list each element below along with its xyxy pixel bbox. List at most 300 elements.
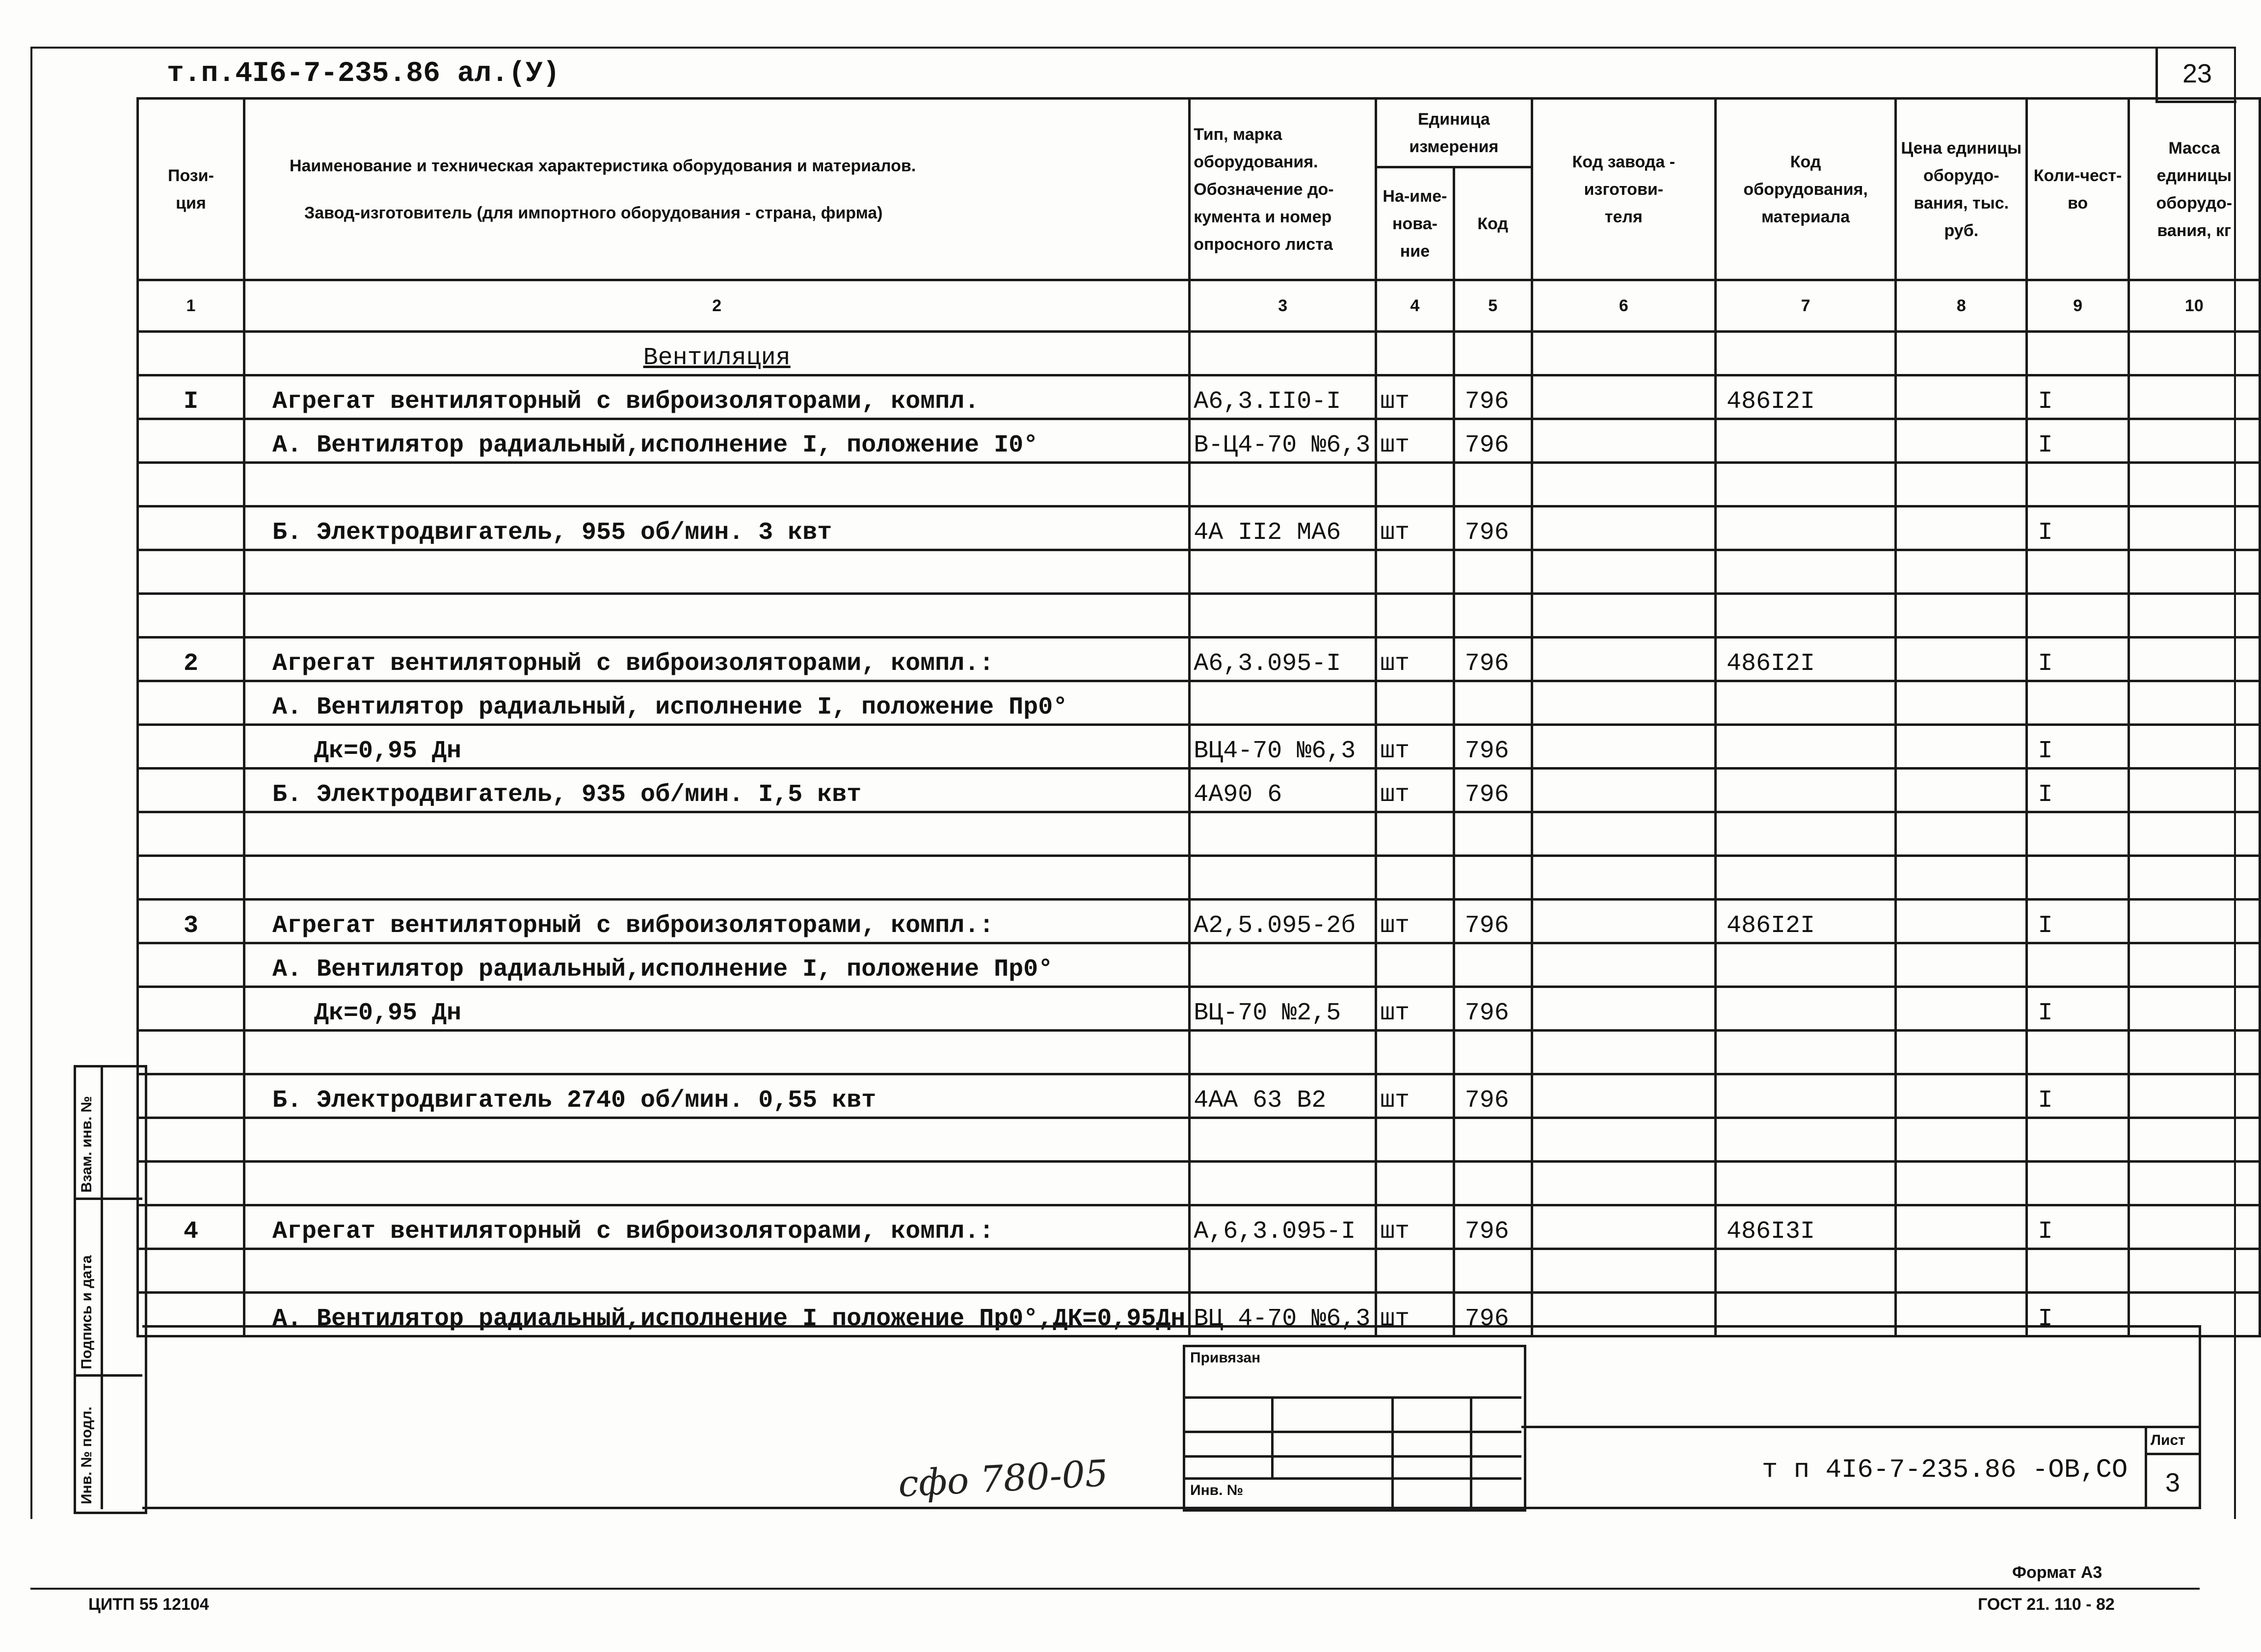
table-row	[138, 1074, 2260, 1118]
cell-mass	[2128, 375, 2260, 419]
cell-mass	[2128, 900, 2260, 943]
cell-type: ВЦ 4-70 №6,3	[1190, 1293, 1376, 1336]
cell-quantity	[2027, 1118, 2128, 1162]
cell-equipment-code	[1715, 943, 1895, 987]
cell-position	[138, 943, 244, 987]
table-row	[138, 769, 2260, 812]
cell-price	[1896, 506, 2027, 550]
cell-position	[138, 987, 244, 1031]
cell-equipment-code	[1715, 812, 1895, 856]
cell-unit-code	[1454, 812, 1532, 856]
cell-quantity: I	[2027, 769, 2128, 812]
cell-name: Агрегат вентиляторный с виброизоляторами, компл.:	[244, 638, 1189, 681]
table-row	[138, 1162, 2260, 1205]
cell-unit-name: шт	[1376, 506, 1454, 550]
cell-name	[244, 812, 1189, 856]
cell-type: В-Ц4-70 №6,3	[1190, 419, 1376, 463]
cell-plant-code	[1532, 638, 1715, 681]
cell-unit-code	[1454, 856, 1532, 900]
cell-equipment-code: 486I2I	[1715, 375, 1895, 419]
cell-mass	[2128, 594, 2260, 638]
cell-unit-name: шт	[1376, 987, 1454, 1031]
cell-quantity	[2027, 812, 2128, 856]
cell-unit-code: 796	[1454, 987, 1532, 1031]
cell-unit-name: шт	[1376, 1205, 1454, 1249]
header-unit-code: Код	[1454, 167, 1532, 280]
cell-plant-code	[1532, 812, 1715, 856]
drawing-code: т.п.4I6-7-235.86 ал.(У)	[167, 58, 560, 90]
cell-price	[1896, 725, 2027, 769]
cell-plant-code	[1532, 594, 1715, 638]
cell-type	[1190, 594, 1376, 638]
cell-quantity	[2027, 1162, 2128, 1205]
cell-unit-code: 796	[1454, 375, 1532, 419]
cell-plant-code	[1532, 419, 1715, 463]
cell-position: 3	[138, 900, 244, 943]
cell-equipment-code	[1715, 1162, 1895, 1205]
cell-position	[138, 1293, 244, 1336]
cell-position: 2	[138, 638, 244, 681]
cell-type	[1190, 550, 1376, 594]
table-row	[138, 506, 2260, 550]
cell-equipment-code	[1715, 506, 1895, 550]
cell-plant-code	[1532, 1205, 1715, 1249]
cell-equipment-code	[1715, 856, 1895, 900]
cell-type: 4А II2 МА6	[1190, 506, 1376, 550]
cell-position	[138, 1249, 244, 1293]
attached-grid-line	[1470, 1396, 1472, 1507]
column-number: 2	[244, 280, 1189, 332]
cell-equipment-code	[1715, 463, 1895, 506]
frame-left-line	[30, 47, 32, 1519]
cell-quantity: I	[2027, 987, 2128, 1031]
column-number: 5	[1454, 280, 1532, 332]
cell-unit-code	[1454, 681, 1532, 725]
table-row	[138, 725, 2260, 769]
cell-position	[138, 1031, 244, 1074]
cell-plant-code	[1532, 1293, 1715, 1336]
cell-plant-code	[1532, 1031, 1715, 1074]
cell-position	[138, 812, 244, 856]
header-unit-name: На-име-нова-ние	[1376, 167, 1454, 280]
cell-name: Агрегат вентиляторный с виброизоляторами, компл.:	[244, 1205, 1189, 1249]
cell-name	[244, 1249, 1189, 1293]
cell-quantity: I	[2027, 1205, 2128, 1249]
cell-price	[1896, 550, 2027, 594]
cell-type	[1190, 681, 1376, 725]
sheet-box-line	[2145, 1426, 2147, 1509]
cell-quantity	[2027, 463, 2128, 506]
cell-unit-code	[1454, 1031, 1532, 1074]
cell-mass	[2128, 1118, 2260, 1162]
table-row	[138, 943, 2260, 987]
cell-type	[1190, 332, 1376, 375]
header-mass: Масса единицы оборудо-вания, кг	[2128, 99, 2260, 280]
cell-equipment-code	[1715, 419, 1895, 463]
cell-type	[1190, 856, 1376, 900]
cell-plant-code	[1532, 725, 1715, 769]
cell-equipment-code	[1715, 332, 1895, 375]
cell-type: 4А90 6	[1190, 769, 1376, 812]
column-number: 4	[1376, 280, 1454, 332]
cell-name: Б. Электродвигатель, 935 об/мин. I,5 квт	[244, 769, 1189, 812]
cell-type: ВЦ-70 №2,5	[1190, 987, 1376, 1031]
cell-quantity: I	[2027, 375, 2128, 419]
column-number-row	[138, 280, 2260, 332]
format-label: Формат А3	[2012, 1563, 2102, 1582]
side-stamp-divider	[74, 1374, 142, 1377]
table-row	[138, 1293, 2260, 1336]
cell-unit-name	[1376, 943, 1454, 987]
cell-position	[138, 594, 244, 638]
header-name-line-2: Завод-изготовитель (для импортного оборудования - страна, фирма)	[304, 203, 883, 222]
cell-plant-code	[1532, 900, 1715, 943]
sheet-label: Лист	[2151, 1432, 2185, 1448]
standard-label: ГОСТ 21. 110 - 82	[1978, 1595, 2115, 1614]
cell-position	[138, 681, 244, 725]
cell-quantity	[2027, 943, 2128, 987]
cell-unit-code	[1454, 1162, 1532, 1205]
cell-type: 4АА 63 В2	[1190, 1074, 1376, 1118]
cell-quantity	[2027, 594, 2128, 638]
footer-line	[30, 1588, 2200, 1590]
cell-quantity	[2027, 550, 2128, 594]
cell-plant-code	[1532, 681, 1715, 725]
cell-mass	[2128, 856, 2260, 900]
stamp-original-inv: Инв. № подл.	[79, 1406, 95, 1504]
handwritten-note: сфо 780-05	[897, 1452, 1109, 1506]
cell-equipment-code	[1715, 987, 1895, 1031]
cell-type	[1190, 943, 1376, 987]
cell-price	[1896, 463, 2027, 506]
table-row	[138, 987, 2260, 1031]
cell-mass	[2128, 638, 2260, 681]
cell-name	[244, 594, 1189, 638]
cell-type	[1190, 1118, 1376, 1162]
spec-table-body	[138, 332, 2260, 1336]
cell-unit-name	[1376, 594, 1454, 638]
table-row	[138, 594, 2260, 638]
cell-unit-code	[1454, 1118, 1532, 1162]
side-stamp-divider	[74, 1198, 142, 1200]
cell-quantity: I	[2027, 506, 2128, 550]
frame-top-line	[30, 47, 2234, 49]
cell-equipment-code: 486I3I	[1715, 1205, 1895, 1249]
cell-unit-name: шт	[1376, 375, 1454, 419]
sheet-number-top: 23	[2155, 47, 2236, 103]
cell-plant-code	[1532, 769, 1715, 812]
cell-name	[244, 1031, 1189, 1074]
cell-equipment-code	[1715, 1293, 1895, 1336]
cell-quantity: I	[2027, 725, 2128, 769]
table-row	[138, 375, 2260, 419]
cell-quantity	[2027, 1031, 2128, 1074]
cell-price	[1896, 1074, 2027, 1118]
cell-unit-name	[1376, 856, 1454, 900]
header-quantity: Коли-чест-во	[2027, 99, 2128, 280]
title-area-right-line	[2199, 1325, 2201, 1509]
cell-quantity: I	[2027, 900, 2128, 943]
cell-name: Дк=0,95 Дн	[244, 987, 1189, 1031]
cell-unit-name	[1376, 1162, 1454, 1205]
table-row	[138, 856, 2260, 900]
cell-mass	[2128, 332, 2260, 375]
attached-grid-line	[1271, 1396, 1274, 1480]
table-row	[138, 1031, 2260, 1074]
cell-quantity	[2027, 1249, 2128, 1293]
cell-equipment-code	[1715, 1031, 1895, 1074]
cell-mass	[2128, 1162, 2260, 1205]
equipment-spec-table	[136, 97, 2261, 1337]
cell-type: А6,3.095-I	[1190, 638, 1376, 681]
cell-unit-name	[1376, 1031, 1454, 1074]
cell-name: Б. Электродвигатель, 955 об/мин. 3 квт	[244, 506, 1189, 550]
cell-position	[138, 419, 244, 463]
table-row	[138, 681, 2260, 725]
cell-price	[1896, 769, 2027, 812]
cell-unit-code	[1454, 1249, 1532, 1293]
cell-plant-code	[1532, 550, 1715, 594]
cell-unit-code: 796	[1454, 638, 1532, 681]
cell-mass	[2128, 943, 2260, 987]
cell-unit-code: 796	[1454, 1074, 1532, 1118]
cell-name: А. Вентилятор радиальный, исполнение I, положение Пр0°	[244, 681, 1189, 725]
cell-equipment-code	[1715, 725, 1895, 769]
cell-price	[1896, 1249, 2027, 1293]
cell-equipment-code	[1715, 1074, 1895, 1118]
column-number: 6	[1532, 280, 1715, 332]
cell-unit-code: 796	[1454, 1293, 1532, 1336]
header-unit-group: Единица измерения	[1376, 99, 1532, 167]
cell-type	[1190, 812, 1376, 856]
cell-type	[1190, 1162, 1376, 1205]
cell-price	[1896, 1118, 2027, 1162]
cell-unit-code: 796	[1454, 1205, 1532, 1249]
table-row	[138, 900, 2260, 943]
cell-unit-code: 796	[1454, 725, 1532, 769]
table-row	[138, 638, 2260, 681]
cell-mass	[2128, 812, 2260, 856]
cell-unit-name: шт	[1376, 900, 1454, 943]
cell-unit-name	[1376, 550, 1454, 594]
cell-unit-name	[1376, 681, 1454, 725]
cell-plant-code	[1532, 943, 1715, 987]
cell-name	[244, 463, 1189, 506]
attached-label: Привязан	[1190, 1350, 1261, 1366]
cell-position	[138, 856, 244, 900]
cell-type: ВЦ4-70 №6,3	[1190, 725, 1376, 769]
cell-position	[138, 769, 244, 812]
cell-mass	[2128, 1293, 2260, 1336]
cell-plant-code	[1532, 1162, 1715, 1205]
cell-equipment-code	[1715, 594, 1895, 638]
stamp-signature-date: Подпись и дата	[79, 1255, 95, 1369]
column-number: 7	[1715, 280, 1895, 332]
cell-mass	[2128, 506, 2260, 550]
cell-price	[1896, 900, 2027, 943]
cell-price	[1896, 1205, 2027, 1249]
cell-unit-name	[1376, 812, 1454, 856]
cell-quantity: I	[2027, 1074, 2128, 1118]
cell-position: 4	[138, 1205, 244, 1249]
table-row	[138, 1205, 2260, 1249]
cell-name	[244, 1118, 1189, 1162]
cell-name: Вентиляция	[244, 332, 1189, 375]
title-area-bottom-line	[142, 1507, 2199, 1509]
header-price: Цена единицы оборудо-вания, тыс. руб.	[1896, 99, 2027, 280]
cell-name: А. Вентилятор радиальный,исполнение I положение Пр0°,ДК=0,95Дн	[244, 1293, 1189, 1336]
cell-mass	[2128, 1031, 2260, 1074]
cell-price	[1896, 332, 2027, 375]
header-equipment-code: Код оборудования, материала	[1715, 99, 1895, 280]
cell-price	[1896, 1162, 2027, 1205]
cell-plant-code	[1532, 375, 1715, 419]
cell-position: I	[138, 375, 244, 419]
cell-plant-code	[1532, 332, 1715, 375]
cell-mass	[2128, 1074, 2260, 1118]
cell-quantity: I	[2027, 1293, 2128, 1336]
cell-quantity	[2027, 332, 2128, 375]
cell-name: Агрегат вентиляторный с виброизоляторами, компл.	[244, 375, 1189, 419]
cell-unit-name: шт	[1376, 769, 1454, 812]
cell-unit-name: шт	[1376, 1293, 1454, 1336]
cell-price	[1896, 375, 2027, 419]
cell-quantity	[2027, 681, 2128, 725]
cell-unit-code	[1454, 332, 1532, 375]
cell-type	[1190, 463, 1376, 506]
cell-position	[138, 506, 244, 550]
cell-plant-code	[1532, 463, 1715, 506]
table-row	[138, 332, 2260, 375]
column-number: 8	[1896, 280, 2027, 332]
cell-position	[138, 463, 244, 506]
cell-mass	[2128, 463, 2260, 506]
cell-equipment-code	[1715, 1249, 1895, 1293]
table-row	[138, 419, 2260, 463]
cell-name	[244, 856, 1189, 900]
cell-name: А. Вентилятор радиальный,исполнение I, положение Пр0°	[244, 943, 1189, 987]
inventory-label: Инв. №	[1190, 1482, 1244, 1498]
table-row	[138, 1249, 2260, 1293]
column-number: 9	[2027, 280, 2128, 332]
cell-position	[138, 332, 244, 375]
cell-unit-name: шт	[1376, 419, 1454, 463]
cell-unit-name	[1376, 1118, 1454, 1162]
cell-unit-code: 796	[1454, 506, 1532, 550]
cell-unit-code	[1454, 463, 1532, 506]
cell-name	[244, 1162, 1189, 1205]
cell-name	[244, 550, 1189, 594]
cell-unit-code	[1454, 594, 1532, 638]
cell-unit-code	[1454, 943, 1532, 987]
cell-quantity	[2027, 856, 2128, 900]
cell-mass	[2128, 987, 2260, 1031]
cell-position	[138, 725, 244, 769]
cell-type	[1190, 1249, 1376, 1293]
stamp-replacement-inv: Взам. инв. №	[79, 1096, 95, 1193]
cell-plant-code	[1532, 506, 1715, 550]
cell-equipment-code: 486I2I	[1715, 638, 1895, 681]
cell-name: А. Вентилятор радиальный,исполнение I, положение I0°	[244, 419, 1189, 463]
cell-price	[1896, 681, 2027, 725]
cell-unit-code: 796	[1454, 769, 1532, 812]
cell-mass	[2128, 725, 2260, 769]
cell-price	[1896, 638, 2027, 681]
cell-unit-name: шт	[1376, 638, 1454, 681]
cell-price	[1896, 856, 2027, 900]
header-name	[244, 99, 1189, 280]
column-number: 1	[138, 280, 244, 332]
cell-name: Б. Электродвигатель 2740 об/мин. 0,55 квт	[244, 1074, 1189, 1118]
cell-unit-name: шт	[1376, 725, 1454, 769]
table-row	[138, 812, 2260, 856]
title-area-top-line	[142, 1325, 2199, 1328]
cell-unit-code: 796	[1454, 900, 1532, 943]
cell-mass	[2128, 681, 2260, 725]
header-plant-code: Код завода - изготови- теля	[1532, 99, 1715, 280]
cell-price	[1896, 594, 2027, 638]
cell-type: А2,5.095-2б	[1190, 900, 1376, 943]
cell-unit-name	[1376, 463, 1454, 506]
cell-mass	[2128, 769, 2260, 812]
cell-unit-name	[1376, 1249, 1454, 1293]
cell-price	[1896, 812, 2027, 856]
cell-plant-code	[1532, 1074, 1715, 1118]
cell-plant-code	[1532, 1249, 1715, 1293]
doc-code-top-line	[1521, 1426, 2199, 1428]
cell-type: А6,3.II0-I	[1190, 375, 1376, 419]
header-position: Пози- ция	[138, 99, 244, 280]
header-name-line-1: Наименование и техническая характеристика оборудования и материалов.	[289, 156, 916, 175]
header-type: Тип, марка оборудования. Обозначение до-кумента и номер опросного листа	[1190, 99, 1376, 280]
document-code: т п 4I6-7-235.86 -ОВ,СО	[1762, 1455, 2128, 1485]
cell-unit-name	[1376, 332, 1454, 375]
cell-plant-code	[1532, 1118, 1715, 1162]
table-row	[138, 1118, 2260, 1162]
side-stamp-divider	[101, 1065, 103, 1509]
cell-plant-code	[1532, 987, 1715, 1031]
cell-unit-name: шт	[1376, 1074, 1454, 1118]
cell-equipment-code: 486I2I	[1715, 900, 1895, 943]
cell-price	[1896, 419, 2027, 463]
cell-price	[1896, 1293, 2027, 1336]
sheet-value: 3	[2165, 1468, 2181, 1497]
table-row	[138, 550, 2260, 594]
cell-unit-code	[1454, 550, 1532, 594]
cell-position	[138, 1074, 244, 1118]
cell-type	[1190, 1031, 1376, 1074]
cell-position	[138, 1162, 244, 1205]
cell-name: Агрегат вентиляторный с виброизоляторами, компл.:	[244, 900, 1189, 943]
cell-price	[1896, 943, 2027, 987]
cell-equipment-code	[1715, 1118, 1895, 1162]
cell-plant-code	[1532, 856, 1715, 900]
cell-mass	[2128, 1249, 2260, 1293]
column-number: 3	[1190, 280, 1376, 332]
sheet-box-line	[2145, 1453, 2199, 1455]
cell-type: А,6,3.095-I	[1190, 1205, 1376, 1249]
cell-price	[1896, 987, 2027, 1031]
cell-mass	[2128, 1205, 2260, 1249]
cell-equipment-code	[1715, 550, 1895, 594]
cell-position	[138, 550, 244, 594]
cell-mass	[2128, 550, 2260, 594]
cell-mass	[2128, 419, 2260, 463]
cell-equipment-code	[1715, 681, 1895, 725]
column-number: 10	[2128, 280, 2260, 332]
cell-price	[1896, 1031, 2027, 1074]
cell-quantity: I	[2027, 638, 2128, 681]
